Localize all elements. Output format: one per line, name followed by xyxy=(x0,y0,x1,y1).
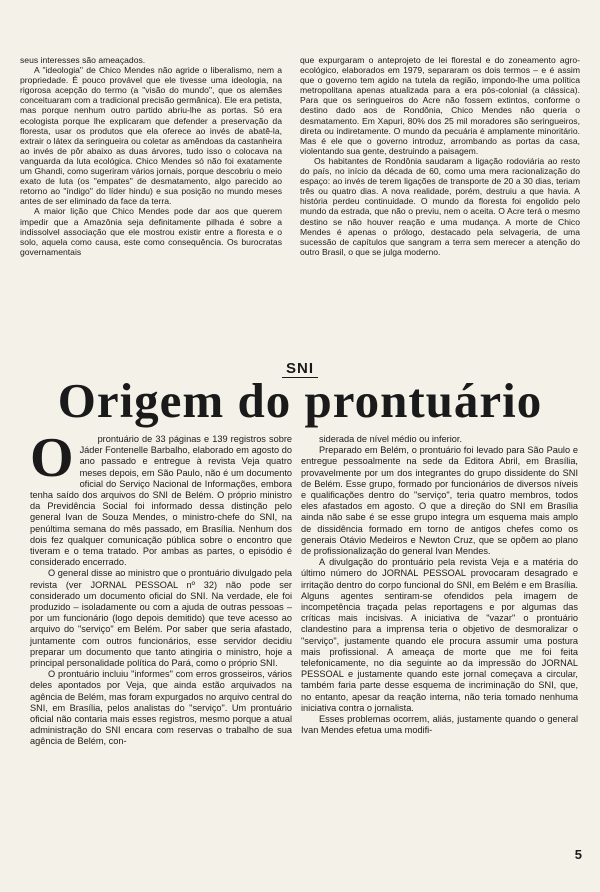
paragraph: A divulgação do prontuário pela revista Veja e a matéria do último número do JORNAL PESSOAL provocaram desagrado e irritação dentro do corpo funcional do SNI, em Belém e em Brasília. Alguns agentes sentiram-se ofendidos pela imagem de incompetência traçada pelas reportagens e por algumas das críticas mais incisivas. A iniciativa de "vazar" o prontuário clandestino para a imprensa teria o objetivo de desmoralizar o "serviço", justamente quando ele procura assumir uma postura mais profissional. A ameaça de morte que me foi feita telefonicamente, no dia seguinte ao da impressão do JORNAL PESSOAL e justamente quando este jornal começava a circular, também faria parte desse esquema de incriminação do SNI, que, no entanto, apesar da reação interna, não teria tomado nenhuma iniciativa contra o jornalista. xyxy=(301,557,578,713)
article-continuation-right-column xyxy=(300,55,580,257)
article-continuation-left-column xyxy=(20,55,282,257)
paragraph: Os habitantes de Rondônia saudaram a ligação rodoviária ao resto do país, no início da década de 60, como uma mera racionalização do espaço: ao invés de terem ligações de transporte de 20 a 30 dias, teriam três ou quatro dias. A nova realidade, porém, destruiu a que havia. A história perdeu continuidade. O mundo da floresta foi engolido pelo mundo da estrada, que não o previu, nem o aceita. O Acre terá o mesmo destino se não houver reação e uma mudança. A morte de Chico Mendes é apenas o prólogo, destacado pela selvageria, de uma sucessão de capítulos que sangram a terra sem merecer a atenção do outro Brasil, o que se julga moderno. xyxy=(300,155,580,257)
article-left-column xyxy=(30,427,292,748)
paragraph: O general disse ao ministro que o prontuário divulgado pela revista (ver JORNAL PESSOAL nº 32) não pode ser considerado um documento oficial do SNI. Na verdade, ele foi produzido – isoladamente ou com a ajuda de outras pessoas – por um funcionário (logo depois demitido) que teve acesso ao arquivo do "serviço" em Belém. Por saber que seria afastado, juntamente com outros funcionários, esse servidor decidiu preparar um documento que tanto atingiria o ministro, hoje a principal personalidade política do Pará, como o próprio SNI. xyxy=(30,568,292,669)
paragraph: Esses problemas ocorrem, aliás, justamente quando o general Ivan Mendes efetua uma modifi- xyxy=(301,714,578,736)
paragraph: siderada de nível médio ou inferior. xyxy=(319,434,463,444)
paragraph: A maior lição que Chico Mendes pode dar aos que querem impedir que a Amazônia seja definitamente pilhada é sobre a indissolvel associação que ele mostrou existir entre a floresta e o solo, aquela como causa, este como consequência. Os burocratas governamentais xyxy=(20,206,282,257)
drop-cap: O xyxy=(30,427,74,489)
paragraph: O prontuário incluiu "informes" com erros grosseiros, vários deles apontados por Veja, que ainda estão arquivados na agência de Belém, mas foram expurgados no arquivo central do SNI, em Brasília, pelos analistas do "serviço". Um prontuário oficial não contaria mais esses registros, mesmo porque a atual administração do SNI encara com reservas o trabalho de sua agência de Belém, con- xyxy=(30,669,292,747)
section-label: SNI xyxy=(0,360,600,377)
paragraph: prontuário de 33 páginas e 139 registros sobre Jáder Fontenelle Barbalho, elaborado em agosto do ano passado e entregue à revista Veja quatro meses depois, em São Paulo, não é um documento oficial do Serviço Nacional de Informações, embora tenha saído dos arquivos do SNI de Belém. O próprio ministro da Previdência Social foi informado dessa distinção pelo general Ivan de Souza Mendes, o ministro-chefe do SNI, na penúltima semana do mês passado, em Brasília. Nenhum dos dois fez qualquer comunicação pública sobre o encontro que tiveram e o tema tratado. Por ambas as partes, o episódio é considerado encerrado. xyxy=(30,434,292,568)
paragraph: Preparado em Belém, o prontuário foi levado para São Paulo e entregue pessoalmente na sede da Editora Abril, em Brasília, provavelmente por um dos integrantes do grupo dissidente do SNI de Belém. Esse grupo, formado por funcionários de diversos níveis e qualificações dentro do "serviço", teria quatro membros, todos eles afastados em agosto. O que a direção do SNI em Brasília ainda não sabe é se esse grupo integra um esquema mais amplo de dissidência formado em torno de antigos chefes como os generais Otávio Medeiros e Newton Cruz, que se opõem ao plano de profissionalização do general Ivan Mendes. xyxy=(301,445,578,557)
paragraph: A "ideologia" de Chico Mendes não agride o liberalismo, nem a propriedade. É pouco provável que ele tivesse uma ideologia, na rigorosa acepção do termo (a "visão do mundo", que os alemães conceituaram com a tradicional precisão germânica). Ele era petista, mas porque nenhum outro partido abriu-lhe as portas. Só era ecologista porque lhe explicaram que defender a preservação da floresta, usar os produtos que ela oferece ao invés de abatê-la, extrair o látex da seringueira ou coletar as amêndoas da castanheira ao invés de pôr abaixo as duas árvores, tudo isso o colocava na vanguarda da luta ecológica. Chico Mendes só não foi exatamente um Ghandi, como sugeriram vários jornais, porque descobriu o meio exato de luta (os "empates" de desmatamento, algo parecido ao retorno ao "índigo" do líder hindu) e sua posição no mundo meses antes de ser eliminado da face da terra. xyxy=(20,65,282,207)
paragraph: que expurgaram o anteprojeto de lei florestal e do zoneamento agro-ecológico, elaborados em 1979, separaram os dois termos – e é assim que o governo tem agido na tutela da região, impondo-lhe uma política metropolitana apenas atualizada para a era pós-colonial (a clássica). Para que os seringueiros do Acre não fossem extintos, conforme o destino dado aos de Rondônia, Chico Mendes não queria o desmatamento. Em Xapuri, 80% dos 25 mil moradores são seringueiros, direta ou indiretamente. O mundo da pecuária é amplamente minoritário. Mas é ele que o governo introduz, arrombando as portas da casa, violentando sua gente, destruindo a paisagem. xyxy=(300,55,580,156)
page-number: 5 xyxy=(574,847,582,862)
paragraph: seus interesses são ameaçados. xyxy=(20,55,146,65)
article-headline: Origem do prontuário xyxy=(57,373,543,428)
article-right-column xyxy=(301,434,578,736)
